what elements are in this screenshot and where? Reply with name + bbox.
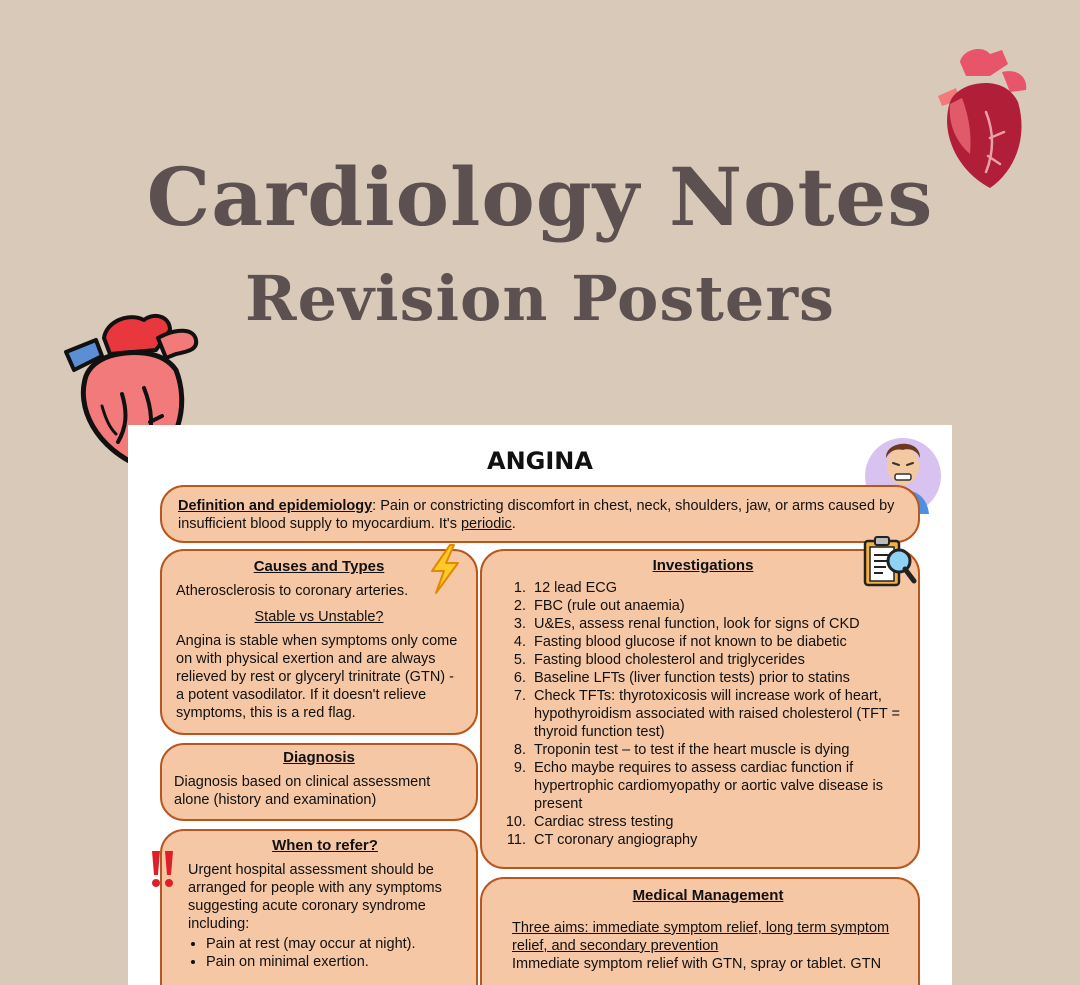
list-item: 5. Fasting blood cholesterol and triglycerides [530, 651, 904, 669]
causes-heading: Causes and Types [253, 558, 385, 575]
diagnosis-body: Diagnosis based on clinical assessment alone (history and examination) [174, 774, 431, 808]
clipboard-magnifier-icon [861, 535, 917, 591]
definition-text: : Pain or constricting discomfort in chest, neck, shoulders, jaw, or arms caused by insufficient blood supply to myocardium. It's [178, 498, 895, 532]
management-aims: Three aims: immediate symptom relief, long term symptom relief, and secondary prevention [512, 920, 890, 954]
stable-heading: Stable vs Unstable? [254, 609, 384, 625]
anatomical-heart-icon [928, 42, 1033, 192]
definition-underlined: periodic [460, 516, 512, 532]
investigations-heading: Investigations [652, 557, 754, 574]
list-item: 7. Check TFTs: thyrotoxicosis will increase work of heart, hypothyroidism associated with raised cholesterol (TFT = thyroid function test) [530, 687, 904, 741]
list-item: 9. Echo maybe requires to assess cardiac function if hypertrophic cardiomyopathy or aortic valve disease is present [530, 759, 904, 813]
sheet-title: ANGINA [487, 447, 593, 475]
management-box [480, 877, 920, 985]
diagnosis-heading: Diagnosis [283, 749, 355, 766]
definition-box [160, 485, 920, 543]
notes-sheet [128, 425, 952, 985]
refer-heading: When to refer? [272, 837, 378, 854]
list-item: 1. 12 lead ECG [530, 579, 904, 597]
lightning-bolt-icon [424, 543, 464, 595]
poster-title: Cardiology Notes [146, 150, 934, 244]
definition-label: Definition and epidemiology [178, 498, 373, 514]
management-relief: Immediate symptom relief with GTN, spray or tablet. GTN [512, 956, 882, 972]
list-item: 3. U&Es, assess renal function, look for signs of CKD [530, 615, 904, 633]
refer-body: Urgent hospital assessment should be arranged for people with any symptoms suggesting acute coronary syndrome including: [188, 862, 442, 932]
list-item: 10. Cardiac stress testing [530, 813, 904, 831]
causes-line: Atherosclerosis to coronary arteries. [176, 583, 409, 599]
investigations-list [502, 579, 904, 849]
list-item: 6. Baseline LFTs (liver function tests) prior to statins [530, 669, 904, 687]
list-item: 4. Fasting blood glucose if not known to be diabetic [530, 633, 904, 651]
poster-subtitle: Revision Posters [245, 262, 835, 335]
double-exclamation-icon [148, 847, 178, 891]
list-item: 2. FBC (rule out anaemia) [530, 597, 904, 615]
refer-box [160, 829, 478, 985]
diagnosis-box [160, 743, 478, 821]
list-item: • Pain on minimal exertion. [206, 953, 462, 971]
list-item: • Pain at rest (may occur at night). [206, 935, 462, 953]
refer-list [188, 935, 462, 971]
causes-body: Angina is stable when symptoms only come on with physical exertion and are always relieved by rest or glyceryl trinitrate (GTN) - a potent vasodilator. If it doesn't relieve symptoms, this is a red flag. [176, 633, 458, 721]
investigations-box [480, 549, 920, 869]
list-item: 8. Troponin test – to test if the heart muscle is dying [530, 741, 904, 759]
list-item: 11. CT coronary angiography [530, 831, 904, 849]
management-heading: Medical Management [632, 887, 784, 904]
definition-end: . [511, 516, 516, 532]
